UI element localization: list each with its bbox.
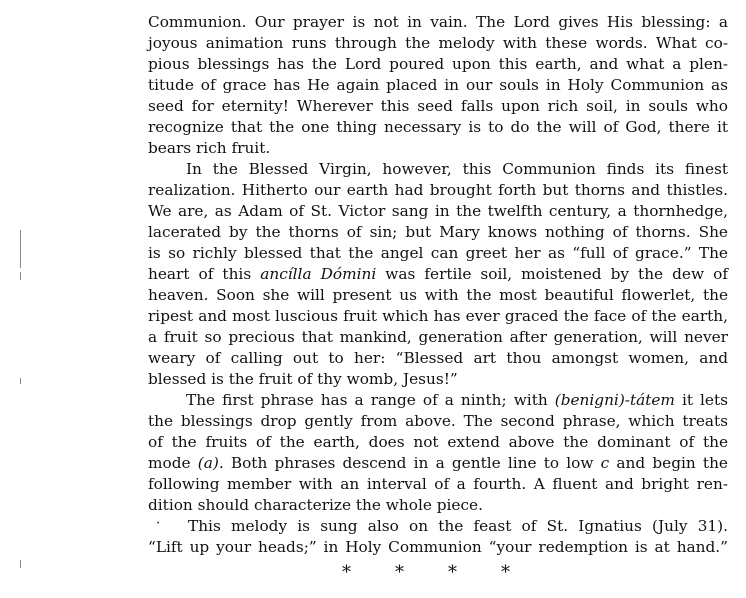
text-line: weary of calling out to her: “Blessed art thou amongst women, and bbox=[148, 349, 728, 367]
text-line: the blessings drop gently from above. The second phrase, which treats bbox=[148, 412, 728, 430]
text-line-ancilla bbox=[148, 264, 728, 285]
scan-mark bbox=[20, 230, 21, 268]
text-line: blessed is the fruit of thy womb, Jesus!” bbox=[148, 370, 458, 388]
text-line: lacerated by the thorns of sin; but Mary knows nothing of thorns. She bbox=[148, 223, 728, 241]
text-run: heart of this bbox=[148, 265, 261, 283]
text-run: and begin the bbox=[609, 454, 728, 472]
scan-mark bbox=[20, 560, 21, 568]
scan-mark bbox=[20, 272, 21, 280]
latin-italic: (benigni)-tátem bbox=[554, 391, 675, 409]
text-line: In the Blessed Virgin, however, this Communion finds its finest bbox=[186, 160, 728, 178]
paragraph-1 bbox=[148, 12, 728, 159]
text-line: “Lift up your heads;” in Holy Communion “your redemption is at hand.” bbox=[148, 538, 728, 556]
mode-italic: (a) bbox=[197, 454, 219, 472]
text-line: pious blessings has the Lord poured upon this earth, and what a plen- bbox=[148, 55, 728, 73]
text-line-benignitatem bbox=[148, 390, 728, 411]
text-line: is so richly blessed that the angel can greet her as “full of grace.” The bbox=[148, 244, 728, 262]
text-run: . Both phrases descend in a gentle line to low bbox=[218, 454, 601, 472]
section-separator bbox=[342, 562, 542, 583]
paragraph-4 bbox=[148, 516, 728, 558]
page-body bbox=[148, 12, 728, 558]
text-line: realization. Hitherto our earth had brought forth but thorns and thistles. bbox=[148, 181, 728, 199]
latin-italic: ancílla Dómini bbox=[260, 265, 377, 283]
text-line: seed for eternity! Wherever this seed falls upon rich soil, in souls who bbox=[148, 97, 728, 115]
text-line: a fruit so precious that mankind, generation after generation, will never bbox=[148, 328, 728, 346]
text-line: dition should characterize the whole piece. bbox=[148, 496, 483, 514]
text-run: The first phrase has a range of a ninth; with bbox=[186, 391, 555, 409]
text-line: recognize that the one thing necessary is to do the will of God, there it bbox=[148, 118, 728, 136]
text-line: heaven. Soon she will present us with the most beautiful flowerlet, the bbox=[148, 286, 728, 304]
text-line: We are, as Adam of St. Victor sang in the twelfth century, a thornhedge, bbox=[148, 202, 728, 220]
text-line: This melody is sung also on the feast of St. Ignatius (July 31). bbox=[188, 517, 728, 535]
text-line: bears rich fruit. bbox=[148, 139, 271, 157]
text-run: was fertile soil, moistened by the dew of bbox=[376, 265, 728, 283]
text-line: Communion. Our prayer is not in vain. The Lord gives His blessing: a bbox=[148, 13, 728, 31]
separator-star: * bbox=[501, 562, 510, 583]
paragraph-2 bbox=[148, 159, 728, 390]
text-line: joyous animation runs through the melody with these words. What co- bbox=[148, 34, 728, 52]
separator-star: * bbox=[448, 562, 457, 583]
text-line-mode bbox=[148, 453, 728, 474]
scan-mark bbox=[20, 378, 21, 384]
text-line: of the fruits of the earth, does not extend above the dominant of the bbox=[148, 433, 728, 451]
text-run: mode bbox=[148, 454, 198, 472]
note-italic: c bbox=[600, 454, 610, 472]
paragraph-3 bbox=[148, 390, 728, 516]
text-line: titude of grace has He again placed in our souls in Holy Communion as bbox=[148, 76, 728, 94]
text-line: following member with an interval of a fourth. A fluent and bright ren- bbox=[148, 475, 728, 493]
text-run: it lets bbox=[674, 391, 728, 409]
text-line: ripest and most luscious fruit which has ever graced the face of the earth, bbox=[148, 307, 728, 325]
separator-star: * bbox=[342, 562, 351, 583]
separator-star: * bbox=[395, 562, 404, 583]
bullet-mark: · bbox=[156, 516, 161, 531]
